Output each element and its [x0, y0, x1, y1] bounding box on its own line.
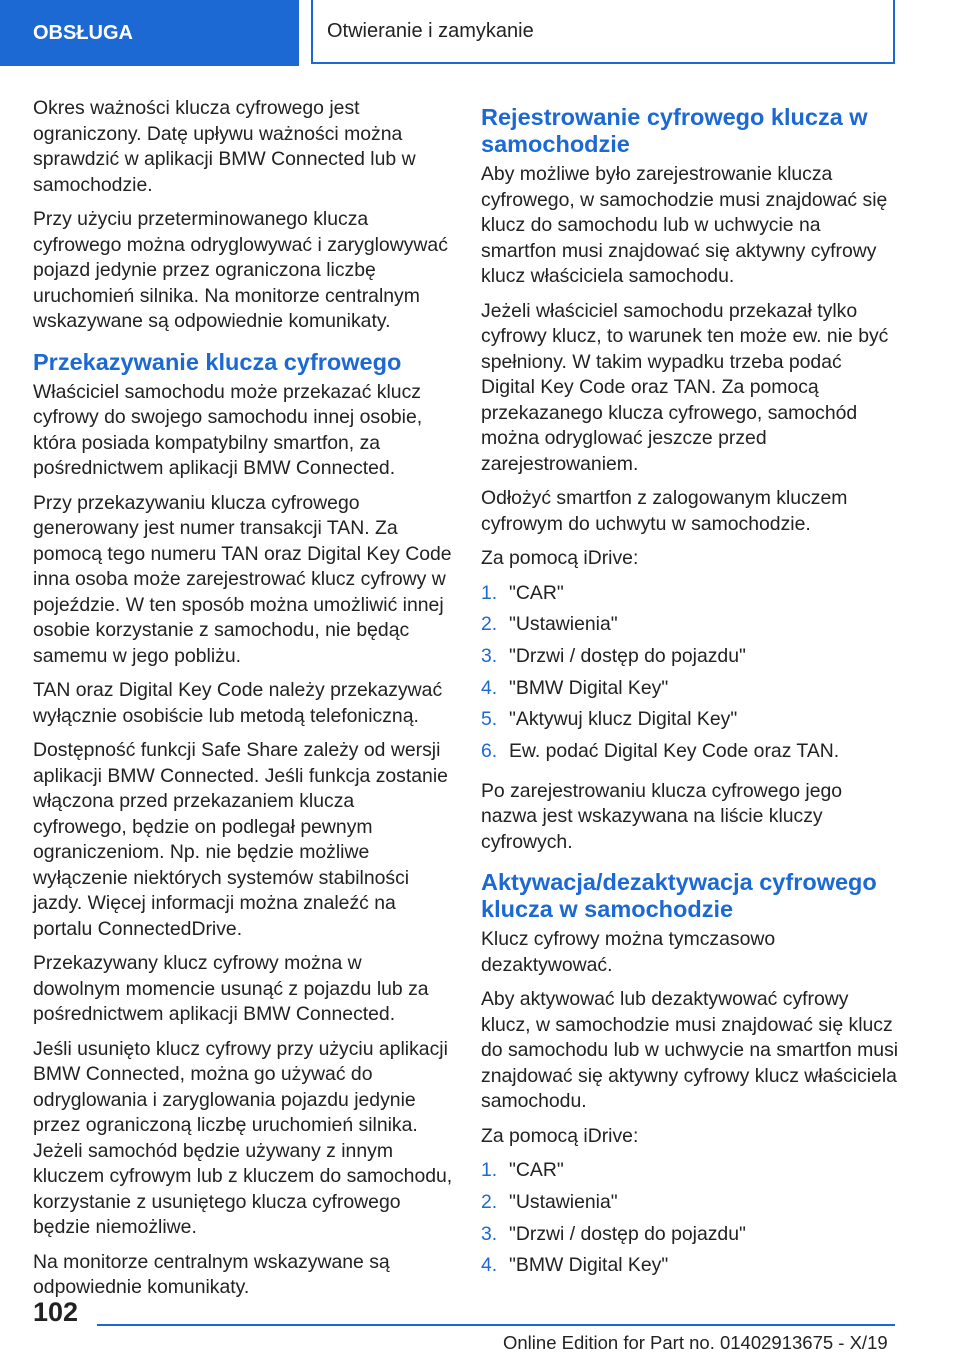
footer-divider: [97, 1324, 895, 1326]
paragraph: Przy przekazywaniu klucza cyfrowego generowany jest numer transakcji TAN. Za pomocą tego numeru TAN oraz Digital Key Code inna osoba może zarejestrować klucz cyfrowy w pojeździe. W ten sposób można umożliwić innej osobie korzystanie z samochodu, nie będąc samemu w jego pobliżu.: [33, 491, 452, 667]
step-number: 4.: [481, 1254, 498, 1277]
paragraph: Właściciel samochodu może przekazać klucz cyfrowy do swojego samochodu innej osobie, która posiada kompatybilny smartfon, za pośrednictwem aplikacji BMW Connected.: [33, 380, 423, 479]
step-number: 4.: [481, 676, 498, 699]
paragraph: Aby aktywować lub dezaktywować cyfrowy klucz, w samochodzie musi znajdować się klucz do samochodu lub w uchwycie na smartfon musi znajdować się aktywny cyfrowy klucz właściciela samochodu.: [481, 988, 899, 1113]
paragraph: Przy użyciu przeterminowanego klucza cyfrowego można odryglowywać i zaryglowywać pojazd jedynie przez ograniczona liczbę uruchomień silnika. Na monitorze centralnym wskazywane są odpowiednie komunikaty.: [33, 208, 448, 332]
paragraph: Na monitorze centralnym wskazywane są odpowiednie komunikaty.: [33, 1250, 390, 1298]
list-item: [481, 707, 899, 739]
paragraph: Jeśli usunięto klucz cyfrowy przy użyciu aplikacji BMW Connected, można go używać do odryglowania i zaryglowania pojazdu jedynie przez ograniczoną liczbę uruchomień silnika. Jeżeli samochód będzie używany z innym kluczem cyfrowym lub z kluczem do samochodu, korzystanie z usuniętego klucza cyfrowego będzie niemożliwe.: [33, 1037, 453, 1238]
paragraph: Przekazywany klucz cyfrowy można w dowolnym momencie usunąć z pojazdu lub za pośrednictwem aplikacji BMW Connected.: [33, 952, 429, 1025]
list-item: [481, 676, 899, 708]
step-number: 2.: [481, 1190, 498, 1213]
heading-transfer-key: Przekazywanie klucza cyfrowego: [33, 348, 402, 375]
paragraph: Po zarejestrowaniu klucza cyfrowego jego nazwa jest wskazywana na liście kluczy cyfrowych.: [481, 779, 843, 853]
heading-register-key: Rejestrowanie cyfrowego klucza w samochodzie: [481, 104, 868, 157]
paragraph: Okres ważności klucza cyfrowego jest ograniczony. Datę upływu ważności można sprawdzić w aplikacji BMW Connected lub w samochodzie.: [33, 97, 416, 196]
step-number: 2.: [481, 613, 498, 636]
paragraph: Odłożyć smartfon z zalogowanym kluczem cyfrowym do uchwytu w samochodzie.: [481, 487, 848, 535]
step-text: Ew. podać Digital Key Code oraz TAN.: [509, 739, 840, 762]
step-text: "CAR": [509, 1159, 564, 1182]
heading-activate-key: Aktywacja/dezaktywacja cyfrowego klucza w samochodzie: [481, 869, 877, 923]
page-number: 102: [33, 1297, 79, 1327]
right-column: [481, 96, 899, 1293]
idrive-intro: Za pomocą iDrive:: [481, 547, 639, 569]
step-number: 3.: [481, 644, 498, 667]
paragraph: TAN oraz Digital Key Code należy przekazywać wyłącznie osobiście lub metodą telefoniczną.: [33, 679, 443, 727]
idrive-intro: Za pomocą iDrive:: [481, 1124, 639, 1147]
list-item: [481, 581, 899, 613]
section-tab: OBSŁUGA: [0, 0, 299, 66]
step-number: 1.: [481, 1159, 498, 1182]
steps-list-register: [481, 581, 899, 771]
paragraph: Klucz cyfrowy można tymczasowo dezaktywować.: [481, 928, 776, 976]
step-text: "Drzwi / dostęp do pojazdu": [509, 1222, 746, 1245]
footer-edition: Online Edition for Part no. 01402913675 - X/19: [503, 1332, 888, 1353]
step-number: 1.: [481, 581, 498, 604]
paragraph: Aby możliwe było zarejestrowanie klucza cyfrowego, w samochodzie musi znajdować się klucz do samochodu lub w uchwycie na smartfon musi znajdować się aktywny cyfrowy klucz właściciela samochodu.: [481, 163, 888, 287]
list-item: [481, 644, 899, 676]
step-text: "CAR": [509, 581, 564, 604]
list-item: [481, 1190, 899, 1222]
left-column: [33, 96, 453, 1310]
list-item: [481, 612, 899, 644]
step-text: "BMW Digital Key": [509, 676, 669, 699]
list-item: [481, 1158, 899, 1190]
step-text: "BMW Digital Key": [509, 1254, 669, 1277]
step-text: "Ustawienia": [509, 1190, 618, 1213]
steps-list-activate: [481, 1158, 899, 1285]
list-item: [481, 1222, 899, 1254]
paragraph: Dostępność funkcji Safe Share zależy od wersji aplikacji BMW Connected. Jeśli funkcja zostanie włączona przed przekazaniem klucza cyfrowego, będzie on podlegał pewnym ograniczeniom. Np. nie będzie możliwe wyłączenie niektórych systemów stabilności jazdy. Więcej informacji można znaleźć na portalu ConnectedDrive.: [33, 739, 448, 940]
step-number: 5.: [481, 708, 498, 731]
step-text: "Ustawienia": [509, 613, 618, 636]
list-item: [481, 1253, 899, 1285]
chapter-title: Otwieranie i zamykanie: [311, 0, 895, 64]
step-text: "Aktywuj klucz Digital Key": [509, 708, 738, 731]
step-number: 6.: [481, 739, 498, 762]
step-text: "Drzwi / dostęp do pojazdu": [509, 644, 746, 667]
list-item: [481, 739, 899, 771]
page-header: [0, 0, 960, 66]
paragraph: Jeżeli właściciel samochodu przekazał tylko cyfrowy klucz, to warunek ten może ew. nie być spełniony. W takim wypadku trzeba podać Digital Key Code oraz TAN. Za pomocą przekazanego klucza cyfrowego, samochód można odryglować jeszcze przed zarejestrowaniem.: [481, 299, 889, 475]
step-number: 3.: [481, 1222, 498, 1245]
